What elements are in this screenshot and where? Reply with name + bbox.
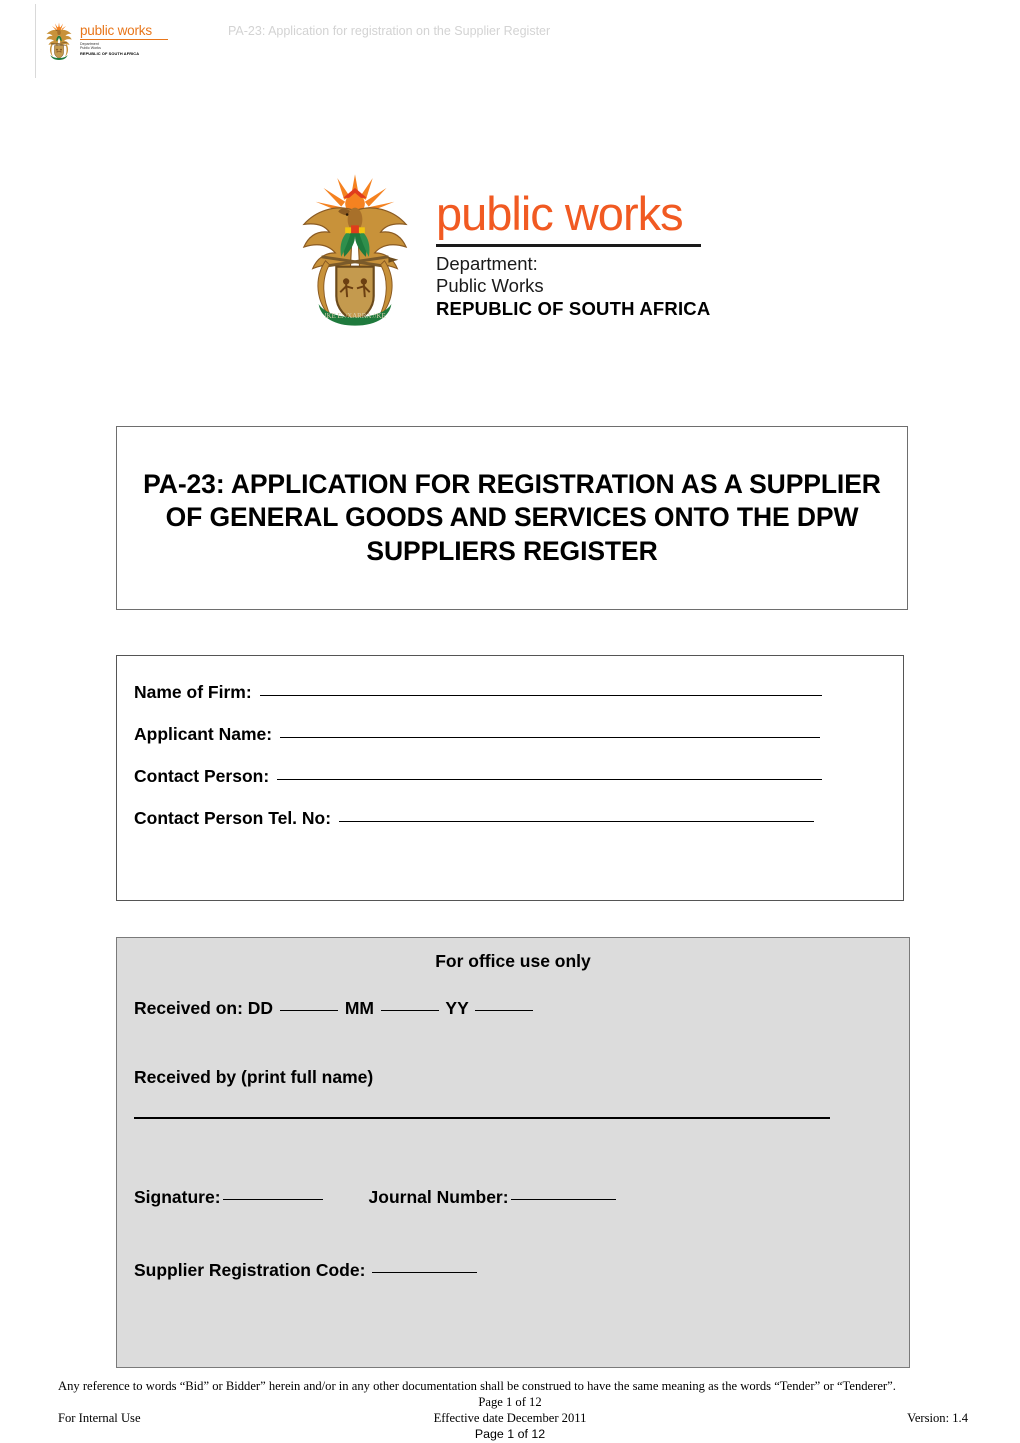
header-document-title: PA-23: Application for registration on the Supplier Register [228,24,551,38]
field-row-applicant-name [117,724,903,745]
applicant-details-box [116,655,904,901]
header-logo-sub1: Department [80,41,99,46]
footer-version: Version: 1.4 [907,1411,968,1425]
coat-of-arms-large-icon [296,168,414,326]
received-on-mm-label: MM [344,998,374,1018]
supplier-registration-code-input[interactable] [372,1271,477,1273]
supplier-code-row [117,1208,909,1281]
supplier-registration-code-label: Supplier Registration Code: [134,1260,366,1280]
header-logo-brand: public works [80,22,152,38]
footer-disclaimer: Any reference to words “Bid” or Bidder” herein and/or in any other documentation shall be construed to have the same meaning as the words “Tender” or “Tenderer”. [58,1379,896,1393]
received-by-label: Received by (print full name) [134,1067,374,1087]
received-on-yy-label: YY [445,998,469,1018]
main-logo-brand: public works [436,187,683,240]
contact-person-tel-label: Contact Person Tel. No: [134,808,332,828]
field-row-name-of-firm [117,682,903,703]
received-on-yy-input[interactable] [475,1009,533,1011]
coat-of-arms-icon [42,20,76,60]
office-use-heading: For office use only [435,951,591,971]
footer-page-number-2: Page 1 of 12 [474,1427,546,1441]
page-header [0,0,1020,78]
main-logo-department-label: Department: [436,253,538,274]
name-of-firm-label: Name of Firm: [134,682,252,702]
footer-internal-use: For Internal Use [58,1411,141,1425]
for-office-use-box [116,937,910,1368]
field-row-contact-person [117,766,903,787]
applicant-name-label: Applicant Name: [134,724,273,744]
signature-journal-row [117,1119,909,1208]
field-row-contact-person-tel [117,808,903,829]
contact-person-input[interactable] [277,778,822,780]
document-title-box [116,426,908,610]
received-on-dd-input[interactable] [280,1009,338,1011]
signature-input[interactable] [223,1198,323,1200]
contact-person-tel-input[interactable] [339,820,814,822]
signature-label: Signature: [134,1187,221,1207]
contact-person-label: Contact Person: [134,766,270,786]
main-logo [296,168,726,328]
header-logo-divider [80,39,168,40]
received-on-label: Received on: DD [134,998,274,1018]
journal-number-label: Journal Number: [368,1187,509,1207]
journal-number-input[interactable] [511,1198,616,1200]
received-on-row [117,972,909,1019]
page-title: PA-23: APPLICATION FOR REGISTRATION AS A SUPPLIER OF GENERAL GOODS AND SERVICES ONTO THE DPW SUPPLIERS REGISTER [143,468,881,566]
footer-row-page-center-1 [0,1395,1020,1411]
header-logo-sub3: REPUBLIC OF SOUTH AFRICA [80,50,140,56]
received-by-row [117,1019,909,1088]
svg-text:!KE E: /XARRA //KE: !KE E: /XARRA //KE [324,312,386,320]
footer-page-number-1: Page 1 of 12 [478,1395,542,1409]
main-logo-divider [436,244,701,247]
main-logo-country: REPUBLIC OF SOUTH AFRICA [436,298,711,320]
received-on-mm-input[interactable] [381,1009,439,1011]
header-logo [42,18,177,62]
header-vertical-rule [35,4,36,78]
main-logo-department-name: Public Works [436,275,544,297]
footer-row-meta [0,1411,1020,1427]
header-logo-sub2: Public Works [80,46,101,51]
name-of-firm-input[interactable] [260,694,822,696]
applicant-name-input[interactable] [280,736,820,738]
footer-effective-date: Effective date December 2011 [433,1411,587,1425]
